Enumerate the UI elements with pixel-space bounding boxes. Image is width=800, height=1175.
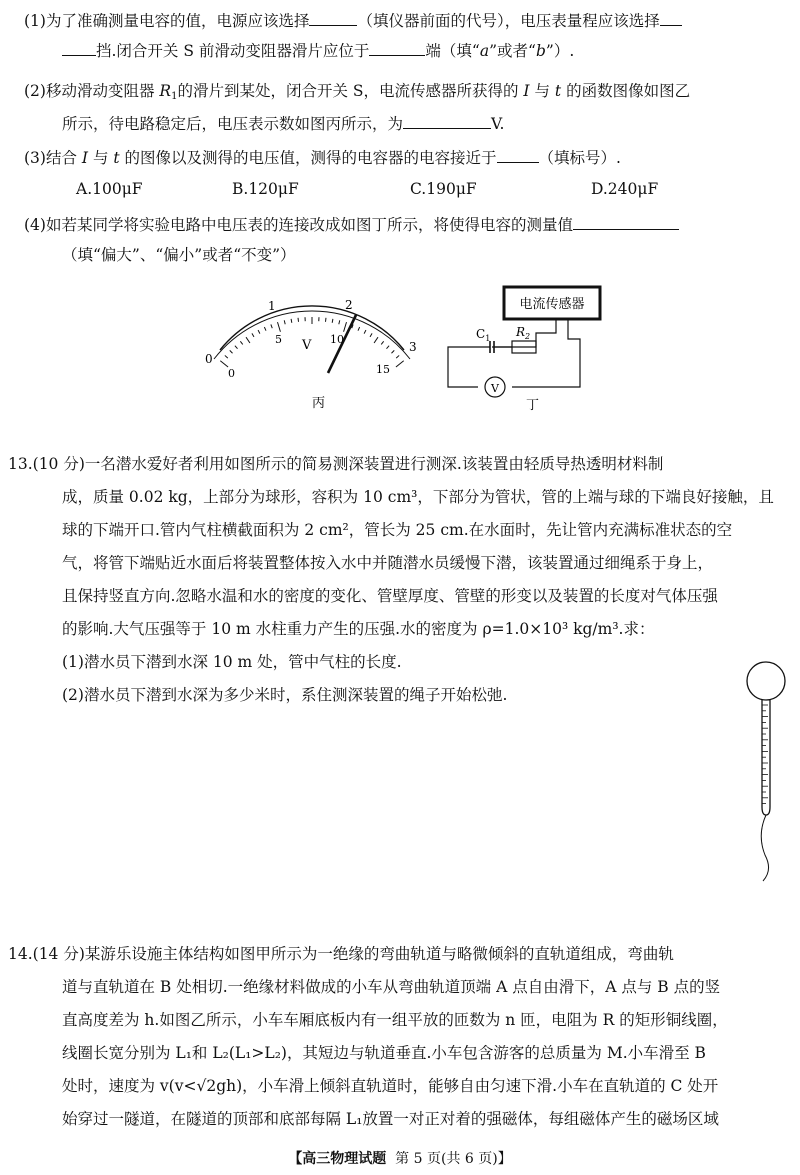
q12-4-line1	[24, 214, 679, 236]
option-b[interactable]: B.120μF	[232, 180, 299, 198]
blank[interactable]	[309, 10, 357, 26]
q12-1-line1	[24, 10, 682, 32]
text: ”或者“	[489, 42, 536, 60]
text: V.	[491, 115, 505, 133]
q14-line: 处时，速度为 v(v<√2gh)，小车滑上倾斜直轨道时，能够自由匀速下滑.小车在直轨道的 C 处开	[62, 1077, 719, 1095]
q13-sub1: (1)潜水员下潜到水深 10 m 处，管中气柱的长度.	[62, 653, 402, 671]
voltmeter-label: V	[491, 382, 499, 395]
dial-tick	[332, 319, 333, 323]
scale-outer-3: 3	[409, 340, 417, 354]
q13-sub2: (2)潜水员下潜到水深为多少米时，系住测深装置的绳子开始松弛.	[62, 686, 508, 704]
text: (4)如若某同学将实验电路中电压表的连接改成如图丁所示，将使得电容的测量值	[24, 216, 573, 234]
dial-tick	[246, 337, 250, 343]
text: 的函数图像如图乙	[561, 82, 691, 100]
var-t: t	[554, 82, 562, 100]
dial-tick	[258, 330, 260, 334]
scale-inner-0: 0	[228, 367, 235, 380]
q14-line: 线圈长宽分别为 L₁和 L₂(L₁>L₂)，其短边与轨道垂直.小车包含游客的总质量为 M.小车滑至 B	[62, 1044, 706, 1062]
dial-unit: V	[302, 338, 312, 353]
r2-label: $R_2$	[516, 325, 531, 341]
blank[interactable]	[62, 40, 96, 56]
q13-line: 气，将管下端贴近水面后将装置整体按入水中并随潜水员缓慢下潜，该装置通过细绳系于身上，	[62, 554, 714, 572]
scale-outer-1: 1	[268, 299, 276, 313]
text: 与	[88, 149, 114, 167]
figures	[190, 285, 610, 415]
text: 的滑片到某处，闭合开关 S，电流传感器所获得的	[177, 82, 524, 100]
text: ”）.	[545, 42, 575, 60]
dial-tick	[235, 346, 238, 349]
scale-outer-2: 2	[345, 298, 353, 312]
option-d[interactable]: D.240μF	[591, 180, 659, 198]
text: （填标号）.	[538, 149, 621, 167]
depth-gauge-figure	[735, 655, 795, 885]
dial-tick	[278, 322, 281, 332]
subscript: 1	[171, 91, 178, 102]
q13-line: 且保持竖直方向.忽略水温和水的密度的变化、管壁厚度、管壁的形变以及装置的长度对气体压强	[62, 587, 718, 605]
text: (3)结合	[24, 149, 82, 167]
option-a[interactable]: A.100μF	[76, 180, 143, 198]
q12-2-line2	[62, 113, 504, 135]
text: 端（填“	[425, 42, 480, 60]
var-t: t	[113, 149, 120, 167]
text: (2)移动滑动变阻器	[24, 82, 160, 100]
letter-b: b	[535, 42, 546, 60]
q12-1-line2	[62, 40, 574, 62]
q12-3-line	[24, 147, 621, 169]
option-c[interactable]: C.190μF	[410, 180, 477, 198]
dial-tick	[358, 327, 360, 331]
blank[interactable]	[660, 10, 682, 26]
q13-line: 13.(10 分)一名潜水爱好者利用如图所示的简易测深装置进行测深.该装置由轻质导热透明材料制	[8, 455, 664, 473]
dial-tick	[386, 346, 389, 349]
scale-outer-0: 0	[205, 352, 213, 366]
scale-inner-2: 10	[330, 333, 344, 346]
q14-line: 始穿过一隧道，在隧道的顶部和底部每隔 L₁放置一对正对着的强磁体，每组磁体产生的磁场区域	[62, 1110, 719, 1128]
q14-line: 道与直轨道在 B 处相切.一绝缘材料做成的小车从弯曲轨道顶端 A 点自由滑下，A 点与 B 点的竖	[62, 978, 721, 996]
scale-inner-3: 15	[376, 363, 390, 376]
text: 所示，待电路稳定后，电压表示数如图丙所示，为	[62, 115, 404, 133]
q12-4-line2: （填“偏大”、“偏小”或者“不变”）	[62, 246, 296, 264]
footer-title: 【高三物理试题	[288, 1151, 387, 1167]
dial-tick	[284, 320, 285, 324]
text: （填仪器前面的代号），电压表量程应该选择	[357, 12, 660, 30]
blank[interactable]	[369, 40, 425, 56]
blank[interactable]	[573, 214, 679, 230]
q12-2-line1	[24, 80, 690, 108]
scale-inner-1: 5	[275, 333, 282, 346]
caption-ding: 丁	[526, 398, 540, 413]
dial-tick	[396, 361, 404, 367]
dial-tick	[240, 341, 242, 344]
dial-tick	[291, 319, 292, 323]
dial-tick	[370, 333, 372, 336]
q13-line: 成，质量 0.02 kg，上部分为球形，容积为 10 cm³，下部分为管状，管的上端与球的下端良好接触，且	[62, 488, 774, 506]
dial-tick	[381, 341, 383, 344]
gauge-bulb	[747, 662, 785, 700]
letter-a: a	[479, 42, 490, 60]
text: 的图像以及测得的电压值，测得的电容器的电容接近于	[119, 149, 497, 167]
blank[interactable]	[497, 147, 539, 163]
dial-tick	[396, 355, 399, 358]
page-footer	[0, 1148, 800, 1168]
gauge-string	[761, 815, 768, 881]
dial-tick	[220, 361, 228, 367]
text: 挡.闭合开关 S 前滑动变阻器滑片应位于	[96, 42, 370, 60]
dial-tick	[339, 320, 340, 324]
dial-tick	[252, 333, 254, 336]
c1-label: $C_1$	[476, 327, 491, 343]
dial-tick	[271, 324, 272, 328]
dial-tick	[374, 337, 378, 343]
dial-tick	[264, 327, 266, 331]
dial-tick	[230, 350, 233, 353]
q13-line: 的影响.大气压强等于 10 m 水柱重力产生的压强.水的密度为 ρ=1.0×10³ kg/m³.求：	[62, 620, 655, 638]
dial-tick	[364, 330, 366, 334]
var-I: I	[523, 82, 530, 100]
q14-line: 直高度差为 h.如图乙所示，小车车厢底板内有一组平放的匝数为 n 匝，电阻为 R 的矩形铜线圈，	[62, 1011, 728, 1029]
var-R: R	[159, 82, 172, 100]
caption-bing: 丙	[312, 396, 326, 411]
text: (1)为了准确测量电容的值，电源应该选择	[24, 12, 310, 30]
dial-tick	[391, 350, 394, 353]
dial-tick	[344, 322, 347, 332]
q13-line: 球的下端开口.管内气柱横截面积为 2 cm²，管长为 25 cm.在水面时，先让管内充满标准状态的空	[62, 521, 733, 539]
q14-line: 14.(14 分)某游乐设施主体结构如图甲所示为一绝缘的弯曲轨道与略微倾斜的直轨道组成，弯曲轨	[8, 945, 674, 963]
footer-page: 第 5 页(共 6 页)】	[395, 1151, 512, 1167]
text: 与	[529, 82, 555, 100]
var-I: I	[81, 149, 89, 167]
current-sensor-label: 电流传感器	[519, 297, 585, 312]
dial-tick	[225, 355, 228, 358]
blank[interactable]	[403, 113, 491, 129]
